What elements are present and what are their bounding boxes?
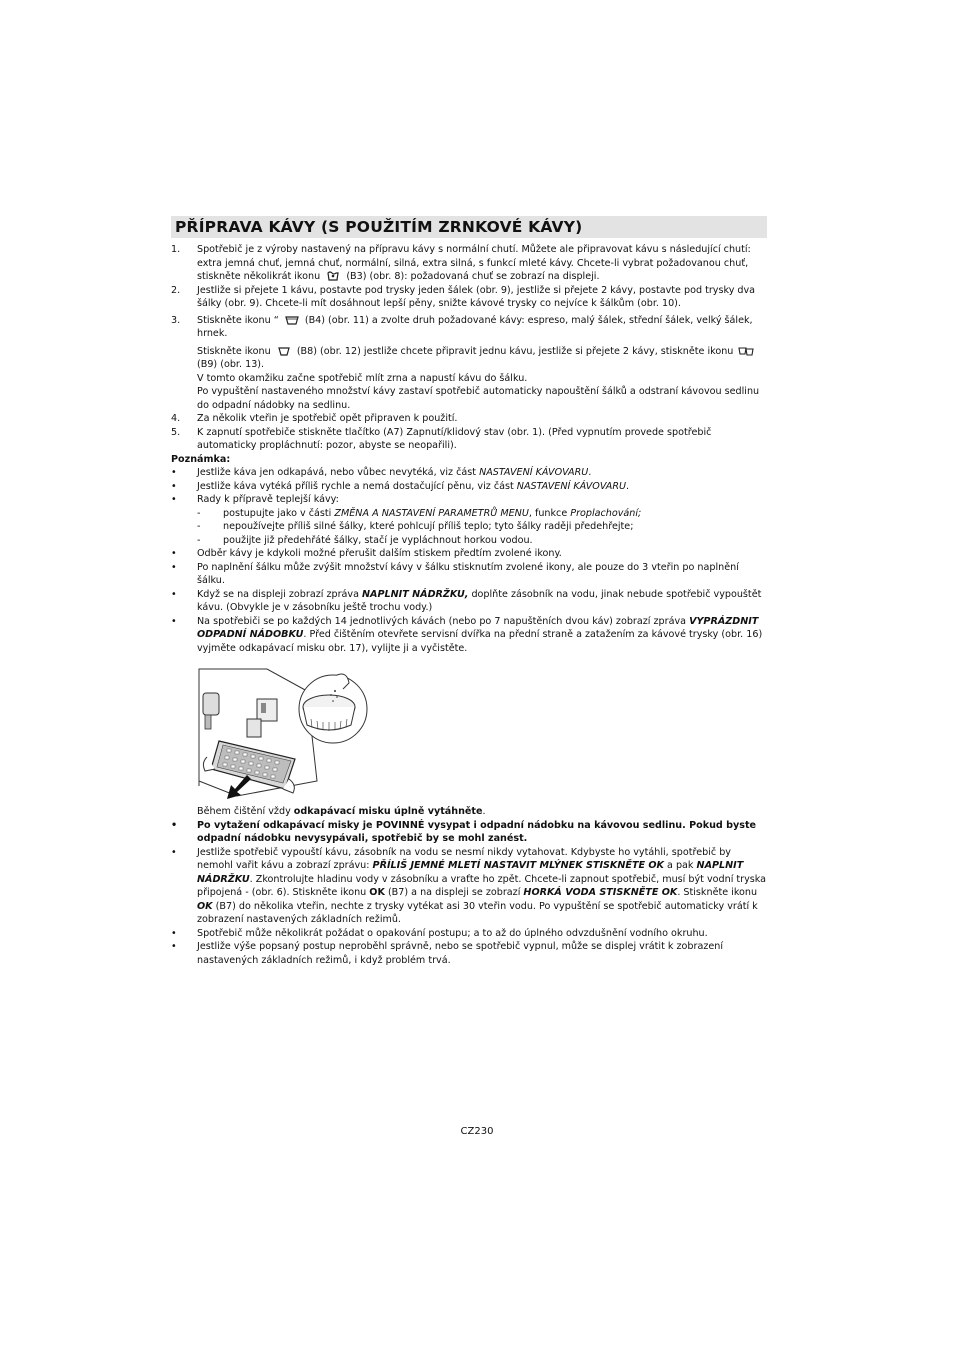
bullet-text: a pak bbox=[663, 860, 697, 871]
aroma-icon bbox=[325, 270, 341, 282]
step-1 bbox=[171, 243, 767, 284]
step-4 bbox=[171, 412, 767, 426]
sub-ref: Proplachování; bbox=[570, 507, 642, 519]
bullet-mark: • bbox=[171, 480, 177, 492]
bullet-mark: • bbox=[171, 615, 177, 627]
note-bullet bbox=[171, 588, 767, 615]
one-cup-icon bbox=[276, 345, 292, 357]
step-3-para-3: V tomto okamžiku začne spotřebič mlít zrna a napustí kávu do šálku. bbox=[197, 372, 528, 384]
note-bullet bbox=[171, 927, 767, 941]
bullet-text: . bbox=[626, 480, 630, 492]
display-message: HORKÁ VODA STISKNĚTE OK bbox=[523, 887, 678, 898]
note-bullet bbox=[171, 466, 767, 480]
step-number: 2. bbox=[171, 284, 181, 296]
step-number: 5. bbox=[171, 426, 181, 438]
bullet-text: Když se na displeji zobrazí zpráva bbox=[197, 588, 363, 600]
bullet-text: Po naplnění šálku může zvýšit množství kávy v šálku stisknutím zvolené ikony, ale pouze do 3 vteřin po naplnění šálku. bbox=[197, 561, 739, 586]
bullet-mark: • bbox=[171, 819, 178, 831]
drip-tray-illustration bbox=[197, 661, 387, 801]
para-text: (B8) (obr. 12) jestliže chcete připravit jednu kávu, jestliže si přejete 2 kávy, stiskněte ikonu bbox=[296, 345, 734, 357]
bullet-mark: • bbox=[171, 548, 177, 559]
step-text: Jestliže si přejete 1 kávu, postavte pod trysky jeden šálek (obr. 9), jestliže si přejete 2 kávy, postavte pod trysky dva šálky (obr. 9). Chcete-li mít dosáhnout lepší pěny, snižte kávové trysky co nejvíce k šálkům (obr. 10). bbox=[197, 284, 756, 309]
bullet-mark: • bbox=[171, 941, 177, 952]
step-5 bbox=[171, 426, 767, 453]
bullet-text: . Zkontrolujte hladinu vody v zásobníku a vraťte ho zpět. Chcete-li zapnout spotřebič, musí být vodní tryska připojená - (obr. 6). Stiskněte ikonu bbox=[197, 873, 767, 898]
bullet-text: Jestliže káva vytéká příliš rychle a nemá dostačující pěnu, viz část bbox=[197, 480, 517, 492]
step-text: Za několik vteřin je spotřebič opět připraven k použití. bbox=[197, 413, 458, 424]
sub-text: použijte již předehřáté šálky, stačí je vypláchnout horkou vodou. bbox=[223, 534, 533, 546]
bullet-text: Odběr kávy je kdykoli možné přerušit dalším stiskem předtím zvolené ikony. bbox=[197, 548, 562, 559]
dash-mark: - bbox=[197, 521, 201, 532]
bullet-text: Rady k přípravě teplejší kávy: bbox=[197, 494, 339, 505]
bullet-mark: • bbox=[171, 588, 177, 600]
content bbox=[171, 243, 767, 967]
note-bullet bbox=[171, 561, 767, 588]
bullet-text: Na spotřebiči se po každých 14 jednotlivých kávách (nebo po 7 napuštěních dvou káv) zobrazí zpráva bbox=[197, 615, 690, 627]
caption-text: Během čištění vždy bbox=[197, 806, 294, 817]
step-number: 4. bbox=[171, 413, 181, 424]
step-text: Stiskněte ikonu “ bbox=[197, 314, 279, 326]
step-number: 1. bbox=[171, 244, 181, 255]
display-message: PŘÍLIŠ JEMNÉ MLETÍ NASTAVIT MLÝNEK STISKNĚTE OK bbox=[372, 860, 664, 871]
note-bullet-warning bbox=[171, 819, 767, 846]
sub-item bbox=[171, 534, 767, 548]
display-message: NAPLNIT NÁDRŽKU, bbox=[362, 588, 469, 600]
section-title: PŘÍPRAVA KÁVY (S POUŽITÍM ZRNKOVÉ KÁVY) bbox=[175, 218, 583, 236]
dash-mark: - bbox=[197, 534, 201, 546]
para-text: Stiskněte ikonu bbox=[197, 345, 271, 357]
note-bullet bbox=[171, 493, 767, 507]
bullet-ref: NASTAVENÍ KÁVOVARU bbox=[479, 467, 589, 478]
bullet-text: Jestliže spotřebič vypouští kávu, zásobník na vodu se nesmí nikdy vytahovat. Kdybyste ho vytáhli, spotřebič by nemohl vařit kávu a zobrazí zprávu: bbox=[197, 846, 731, 871]
step-text: Spotřebič je z výroby nastavený na přípravu kávy s normální chutí. Můžete ale připravovat kávu s následující chutí: extra jemná chuť, jemná chuť, normální, silná, extra silná, s funkcí mleté kávy. Chcete-li vybrat požadovanou chuť, stiskněte několikrát ikonu bbox=[197, 244, 751, 282]
display-message: NAPLNIT NÁDRŽKU bbox=[197, 860, 744, 885]
sub-ref: ZMĚNA A NASTAVENÍ PARAMETRŮ MENU bbox=[334, 507, 529, 519]
bullet-text: Jestliže výše popsaný postup neproběhl správně, nebo se spotřebič vypnul, může se displej vrátit k zobrazení nastavených základních režimů, i když problém trvá. bbox=[197, 941, 724, 966]
caption-text: . bbox=[482, 806, 486, 817]
two-cups-icon bbox=[738, 345, 754, 357]
ok-label: OK bbox=[197, 900, 213, 912]
step-3-para-4: Po vypuštění nastaveného množství kávy zastaví spotřebič automaticky napouštění šálků a odstraní kávovou sedlinu do odpadní nádobky na sedlinu. bbox=[197, 386, 760, 411]
figure-caption bbox=[171, 805, 767, 819]
bullet-text: Jestliže káva jen odkapává, nebo vůbec nevytéká, viz část bbox=[197, 467, 480, 478]
section-title-bar bbox=[171, 216, 767, 238]
bullet-text: (B7) do několika vteřin, nechte z trysky vytékat asi 30 vteřin vodu. Po vypuštění se spotřebič automaticky vrátí k zobrazení nastavených základních režimů. bbox=[197, 900, 758, 925]
bullet-text: Spotřebič může několikrát požádat o opakování postupu; a to až do úplného odvzdušnění vodního okruhu. bbox=[197, 927, 708, 939]
coffee-size-icon bbox=[284, 314, 300, 326]
step-text-cont: (B4) (obr. 11) a zvolte druh požadované kávy: espreso, malý šálek, střední šálek, velký šálek, hrnek. bbox=[197, 314, 753, 339]
note-bullet bbox=[171, 480, 767, 494]
display-message: VYPRÁZDNIT ODPADNÍ NÁDOBKU bbox=[197, 615, 759, 640]
note-heading: Poznámka: bbox=[171, 453, 231, 465]
bullet-text: doplňte zásobník na vodu, jinak nebude spotřebič vypouštět kávu. (Obvykle je v zásobníku ještě trochu vody.) bbox=[197, 588, 762, 613]
step-text-cont: (B3) (obr. 8): požadovaná chuť se zobrazí na displeji. bbox=[346, 271, 600, 282]
bullet-mark: • bbox=[171, 561, 177, 573]
bullet-text: Po vytažení odkapávací misky je POVINNÉ vysypat i odpadní nádobku na kávovou sedlinu. Pokud byste odpadní nádobku nevysypávali, spotřebič by se mohl zanést. bbox=[197, 819, 757, 844]
sub-item bbox=[171, 507, 767, 521]
step-3 bbox=[171, 314, 767, 341]
step-2 bbox=[171, 284, 767, 311]
dash-mark: - bbox=[197, 507, 201, 519]
note-bullet bbox=[171, 615, 767, 656]
bullet-text: . bbox=[588, 467, 592, 478]
bullet-text: . Stiskněte ikonu bbox=[677, 887, 758, 898]
sub-item bbox=[171, 520, 767, 534]
bullet-mark: • bbox=[171, 927, 177, 939]
bullet-mark: • bbox=[171, 467, 177, 478]
para-text: (B9) (obr. 13). bbox=[197, 359, 265, 370]
caption-emphasis: odkapávací misku úplně vytáhněte bbox=[293, 806, 483, 817]
note-bullet bbox=[171, 547, 767, 561]
note-bullet bbox=[171, 846, 767, 927]
bullet-mark: • bbox=[171, 494, 177, 505]
step-number: 3. bbox=[171, 314, 181, 326]
bullet-text: (B7) a na displeji se zobrazí bbox=[384, 887, 524, 898]
sub-text: postupujte jako v části bbox=[223, 507, 335, 519]
sub-text: nepoužívejte příliš silné šálky, které pohlcují příliš teplo; tyto šálky raději předehřejte; bbox=[223, 521, 634, 532]
bullet-text: . Před čištěním otevřete servisní dvířka na přední straně a zatažením za kávové trysky (obr. 16) vyjměte odkapávací misku obr. 17), vylijte ji a vyčistěte. bbox=[197, 629, 763, 654]
note-bullet bbox=[171, 940, 767, 967]
page-number: CZ230 bbox=[460, 1126, 494, 1137]
step-3-para-2 bbox=[171, 345, 767, 372]
ok-label: OK bbox=[369, 887, 385, 898]
step-text: K zapnutí spotřebiče stiskněte tlačítko (A7) Zapnutí/klidový stav (obr. 1). (Před vypnutím provede spotřebič automaticky propláchnutí: pozor, abyste se neopařili). bbox=[197, 426, 712, 451]
bullet-ref: NASTAVENÍ KÁVOVARU bbox=[516, 480, 627, 492]
sub-text: , funkce bbox=[528, 507, 571, 519]
bullet-mark: • bbox=[171, 846, 177, 858]
